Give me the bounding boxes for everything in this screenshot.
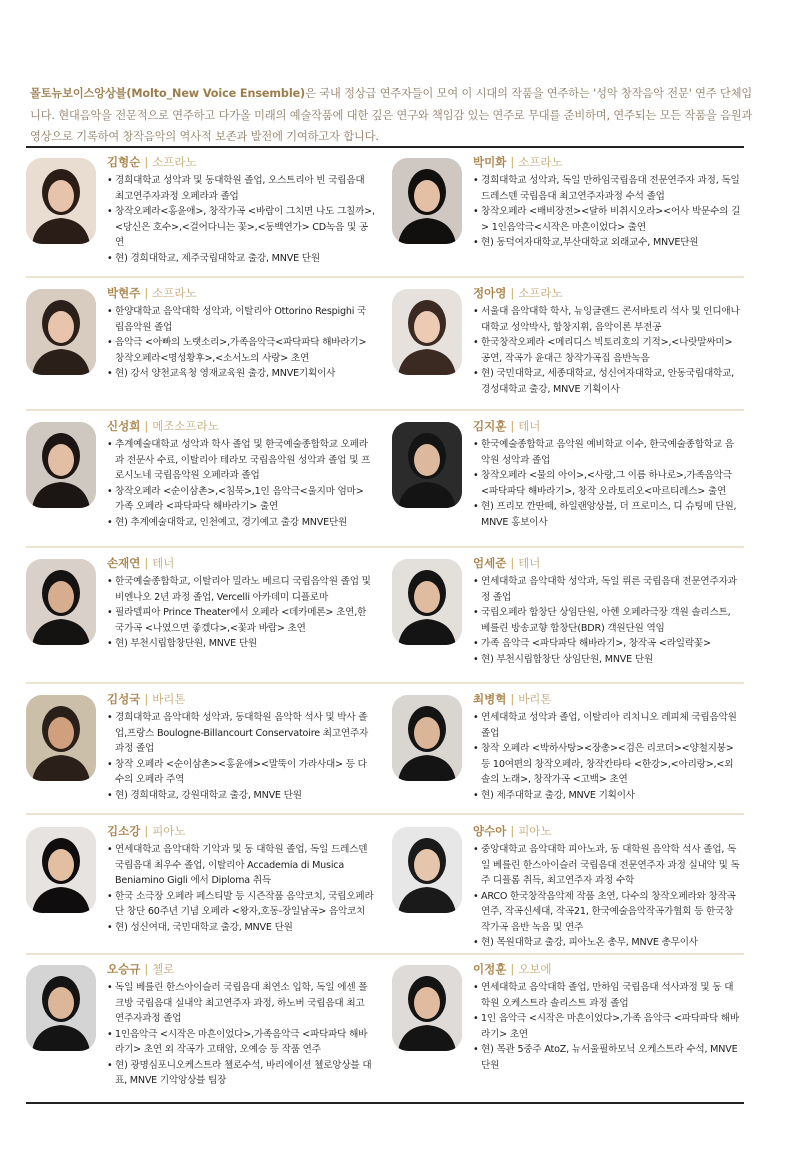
portrait-silhouette-icon [26,289,96,375]
member-name: 신성희 [107,419,141,433]
member-name: 양수아 [473,824,507,838]
portrait-silhouette-icon [392,422,462,508]
member-photo [392,965,462,1051]
bio-item: • 연세대학교 음악대학 졸업, 만하임 국립음대 석사과정 및 동 대학원 오케스트라 솔리스트 과정 졸업 [473,980,741,1011]
member-role: 메조소프라노 [152,419,219,433]
member-info [107,823,375,935]
member-heading [473,285,741,301]
bio-item: • 연세대학교 음악대학 기악과 및 동 대학원 졸업, 독일 드레스덴 국립음대 최우수 졸업, 이탈리아 Accademia di Musica Beniamino Gigli 에서 Diploma 취득 [107,842,375,889]
member-role: 테너 [518,556,541,570]
bio-item: • 현) 목원대학교 출강, 피아노온 총무, MNVE 총무이사 [473,935,741,951]
bio-item: • 현) 부천시립합창단원, MNVE 단원 [107,636,375,652]
member-heading [473,154,741,170]
member-photo [26,559,96,645]
member-heading [107,154,375,170]
portrait-silhouette-icon [26,559,96,645]
row-divider [26,546,744,548]
member-heading [473,691,741,707]
member-info [107,418,375,530]
member-photo [392,827,462,913]
member-role: 오보에 [518,962,552,976]
member-card [392,412,762,542]
portrait-silhouette-icon [392,289,462,375]
bio-item: • 현) 목관 5중주 AtoZ, 뉴서울필하모닉 오케스트라 수석, MNVE 단원 [473,1042,741,1073]
member-name: 김지훈 [473,419,507,433]
member-heading [473,961,741,977]
member-role: 첼로 [152,962,175,976]
member-name: 김형순 [107,155,141,169]
member-name: 정아영 [473,286,507,300]
portrait-silhouette-icon [26,695,96,781]
member-name: 박미화 [473,155,507,169]
intro-paragraph [30,83,755,148]
member-card [392,148,762,278]
bio-item: • 서울대 음악대학 학사, 뉴잉글랜드 콘서바토리 석사 및 인디애나대학교 성악박사, 합창지휘, 음악이론 부전공 [473,304,741,335]
bio-item: • 창작 오페라 <순이삼촌><홍윤애><말뚝이 가라사대> 등 다수의 오페라 주역 [107,757,375,788]
member-photo [392,695,462,781]
bio-item: • 현) 경희대학교, 제주국립대학교 출강, MNVE 단원 [107,251,375,267]
member-info [473,555,741,667]
member-info [473,154,741,251]
bio-item: • 현) 제주대학교 출강, MNVE 기획이사 [473,788,741,804]
bio-item: • 현) 프리모 깐딴떼, 하일랜앙상블, 더 프로미스, 디 슈팅메 단원, MNVE 홍보이사 [473,499,741,530]
member-name: 이정훈 [473,962,507,976]
bio-item: • 현) 추계예술대학교, 인천예고, 경기예고 출강 MNVE단원 [107,515,375,531]
member-photo [26,827,96,913]
member-name: 박현주 [107,286,141,300]
member-name: 김소강 [107,824,141,838]
member-role: 소프라노 [152,155,197,169]
bio-item: • 현) 국민대학교, 세종대학교, 성신여자대학교, 안동국립대학교, 경성대학교 출강, MNVE 기획이사 [473,366,741,397]
member-photo [26,422,96,508]
bio-item: • 창작 오페라 <박하사탕><장총><검은 리코더><양철지붕>등 10여편의 창작오페라, 창작칸타타 <한강>,<아리랑>,<외솔의 노래>, 창작가곡 <고백> 초연 [473,741,741,788]
bio-item: • 현) 동덕여자대학교,부산대학교 외래교수, MNVE단원 [473,235,741,251]
member-card [26,148,396,278]
bio-item: • 추계예술대학교 성악과 학사 졸업 및 한국예술종합학교 오페라과 전문사 수료, 이탈리아 테라모 국립음악원 성악과 졸업 및 프로시노네 국립음악원 오페라과 졸업 [107,437,375,484]
member-card [26,412,396,542]
member-card [26,955,396,1085]
bio-item: • 1인 음악극 <시작은 마흔이었다>,가족 음악극 <파닥파닥 해바라기> 초연 [473,1011,741,1042]
separator: | [510,556,515,570]
member-card [392,549,762,679]
row-divider [26,409,744,411]
member-bio-list [473,980,741,1073]
member-photo [392,559,462,645]
separator: | [144,155,149,169]
bio-item: • 한국예술종합학교 음악원 예비학교 이수, 한국예술종합학교 음악원 성악과 졸업 [473,437,741,468]
bio-item: • 독일 베를린 한스아이슬러 국립음대 최연소 입학, 독일 에센 폴크방 국립음대 실내악 최고연주자 과정, 하노버 국립음대 최고 연주자과정 졸업 [107,980,375,1027]
separator: | [510,692,515,706]
member-role: 소프라노 [518,286,563,300]
member-bio-list [473,842,741,951]
separator: | [144,962,149,976]
bio-item: • 경희대학교 성악과, 독일 만하임국립음대 전문연주자 과정, 독일 드레스덴 국립음대 최고연주자과정 수석 졸업 [473,173,741,204]
member-photo [26,965,96,1051]
member-bio-list [107,710,375,803]
member-card [26,817,396,947]
portrait-silhouette-icon [392,559,462,645]
bio-item: • 연세대학교 음악대학 성악과, 독일 뤼른 국립음대 전문연주자과정 졸업 [473,574,741,605]
member-card [26,279,396,409]
bio-item: • 연세대학교 성악과 졸업, 이탈리아 리치니오 레피체 국립음악원 졸업 [473,710,741,741]
member-info [107,555,375,652]
member-bio-list [107,574,375,652]
member-heading [107,555,375,571]
separator: | [144,556,149,570]
bio-item: • 창작오페라 <물의 아이>,<사랑,그 이름 하나로>,가족음악극 <파닥파닥 해바라기>, 창작 오라토리오<마르티레스> 출연 [473,468,741,499]
member-role: 바리톤 [152,692,186,706]
bio-item: • 현) 성신여대, 국민대학교 출강, MNVE 단원 [107,920,375,936]
member-info [107,961,375,1089]
bio-item: • 경희대학교 성악과 및 동대학원 졸업, 오스트리아 빈 국립음대 최고연주자과정 오페라과 졸업 [107,173,375,204]
member-heading [107,418,375,434]
member-photo [26,158,96,244]
member-info [473,285,741,397]
member-name: 엄세준 [473,556,507,570]
member-bio-list [473,574,741,667]
intro-text: 은 국내 정상급 연주자들이 모여 이 시대의 작품을 연주하는 '성악 창작음악 전문' 연주 단체입니다. 현대음악을 전문적으로 연주하고 다가올 미래의 예술작품에 대한 깊은 연구와 책임감 있는 연주로 무대를 준비하며, 연주되는 모든 작품을 음원과 영상으로 기록하여 창작음악의 역사적 보존과 발전에 기여하고자 합니다. [30,87,753,144]
member-name: 손재연 [107,556,141,570]
member-name: 최병혁 [473,692,507,706]
separator: | [144,692,149,706]
bio-item: • 현) 부천시립합창단 상임단원, MNVE 단원 [473,652,741,668]
member-photo [26,695,96,781]
member-role: 테너 [152,556,175,570]
member-photo [392,158,462,244]
portrait-silhouette-icon [392,965,462,1051]
bio-item: • 한양대학교 음악대학 성악과, 이탈리아 Ottorino Respighi 국립음악원 졸업 [107,304,375,335]
bio-item: • 창작오페라 <배비장전><달하 비취시오라><어사 박문수의 길> 1인음악극<시작은 마흔이었다> 출연 [473,204,741,235]
member-heading [473,418,741,434]
bio-item: • 현) 광명심포니오케스트라 첼로수석, 바리에이션 첼로앙상블 대표, MNVE 기악앙상블 팀장 [107,1058,375,1089]
member-info [473,961,741,1073]
member-info [473,823,741,951]
portrait-silhouette-icon [392,158,462,244]
member-card [26,685,396,815]
bio-item: • 창작오페라<홍윤애>, 창작가곡 <바람이 그치면 나도 그칠까>,<당신은 호수>,<걸어다니는 꽃>,<동백연가> CD녹음 및 공연 [107,204,375,251]
bio-item: • 가족 음악극 <파닥파닥 해바라기>, 창작곡 <라일락꽃> [473,636,741,652]
row-divider [26,682,744,684]
bio-item: • 중앙대학교 음악대학 피아노과, 동 대학원 음악학 석사 졸업, 독일 베를린 한스아이슬러 국립음대 전문연주자 과정 실내악 및 독주 디플롬 취득, 최고연주자 과정 수학 [473,842,741,889]
portrait-silhouette-icon [392,827,462,913]
member-role: 소프라노 [152,286,197,300]
member-role: 바리톤 [518,692,552,706]
separator: | [144,824,149,838]
member-bio-list [107,842,375,935]
member-bio-list [107,980,375,1089]
bio-item: • 한국예술종합학교, 이탈리아 밀라노 베르디 국립음악원 졸업 및 비엔나오 2년 과정 졸업, Vercelli 아카데미 디플로마 [107,574,375,605]
member-bio-list [473,710,741,803]
member-bio-list [107,173,375,266]
separator: | [144,419,149,433]
member-info [107,691,375,803]
bio-item: • 현) 경희대학교, 강원대학교 출강, MNVE 단원 [107,788,375,804]
member-photo [392,422,462,508]
portrait-silhouette-icon [26,158,96,244]
member-photo [26,289,96,375]
member-card [392,279,762,409]
bio-item: • 한국창작오페라 <메리디스 빅토리호의 기적>,<나랏말싸미> 공연, 작곡가 윤대근 창작가곡집 음반녹음 [473,335,741,366]
portrait-silhouette-icon [26,965,96,1051]
bio-item: • 창작오페라 <순이삼촌>,<침묵>,1인 음악극<울지마 엄마> 가족 오페라 <파닥파닥 해바라기> 출연 [107,484,375,515]
member-role: 피아노 [518,824,552,838]
member-card [26,549,396,679]
bio-item: • 필라델피아 Prince Theater에서 오페라 <데카메론> 초연,한국가곡 <나였으면 좋겠다>,<꽃과 바람> 초연 [107,605,375,636]
bio-item: • 경희대학교 음악대학 성악과, 동대학원 음악학 석사 및 박사 졸업,프랑스 Boulogne-Billancourt Conservatoire 최고연주자 과정 졸업 [107,710,375,757]
member-info [107,285,375,382]
ensemble-name: 몰토뉴보이스앙상블(Molto_New Voice Ensemble) [30,87,306,101]
member-bio-list [107,437,375,530]
member-heading [107,285,375,301]
member-role: 소프라노 [518,155,563,169]
bio-item: • ARCO 한국창작음악제 작품 초연, 다수의 창작오페라와 창작곡 연주, 작곡신세대, 작곡21, 한국예술음악작곡가협회 등 한국창작가곡 음반 녹음 및 연주 [473,889,741,936]
member-name: 김성국 [107,692,141,706]
bio-item: • 한국 소극장 오페라 페스티발 등 시즌작품 음악코치, 국립오페라단 창단 60주년 기념 오페라 <왕자,호동-장일남곡> 음악코치 [107,889,375,920]
separator: | [510,155,515,169]
member-info [473,691,741,803]
bio-item: • 국립오페라 합창단 상임단원, 아헨 오페라극장 객원 솔리스트, 베를린 방송교향 합창단(BDR) 객원단원 역임 [473,605,741,636]
member-bio-list [107,304,375,382]
member-bio-list [473,173,741,251]
separator: | [510,962,515,976]
separator: | [144,286,149,300]
member-heading [107,691,375,707]
portrait-silhouette-icon [392,695,462,781]
member-bio-list [473,304,741,397]
member-role: 피아노 [152,824,186,838]
separator: | [510,286,515,300]
member-card [392,685,762,815]
bio-item: • 현) 강서 양천교육청 영재교육원 출강, MNVE기획이사 [107,366,375,382]
separator: | [510,824,515,838]
member-card [392,955,762,1085]
bio-item: • 음악극 <아빠의 노랫소리>,가족음악극<파닥파닥 해바라기> 창작오페라<명성황후>,<소서노의 사랑> 초연 [107,335,375,366]
member-bio-list [473,437,741,530]
member-heading [107,823,375,839]
member-name: 오승규 [107,962,141,976]
member-heading [473,555,741,571]
member-info [473,418,741,530]
portrait-silhouette-icon [26,422,96,508]
separator: | [510,419,515,433]
member-heading [107,961,375,977]
member-card [392,817,762,947]
bio-item: • 1인음악극 <시작은 마흔이었다>,가족음악극 <파닥파닥 해바라기> 초연 외 작곡가 고태암, 오예승 등 작품 연주 [107,1027,375,1058]
member-heading [473,823,741,839]
member-role: 테너 [518,419,541,433]
member-info [107,154,375,266]
member-photo [392,289,462,375]
portrait-silhouette-icon [26,827,96,913]
bottom-divider [26,1102,744,1104]
